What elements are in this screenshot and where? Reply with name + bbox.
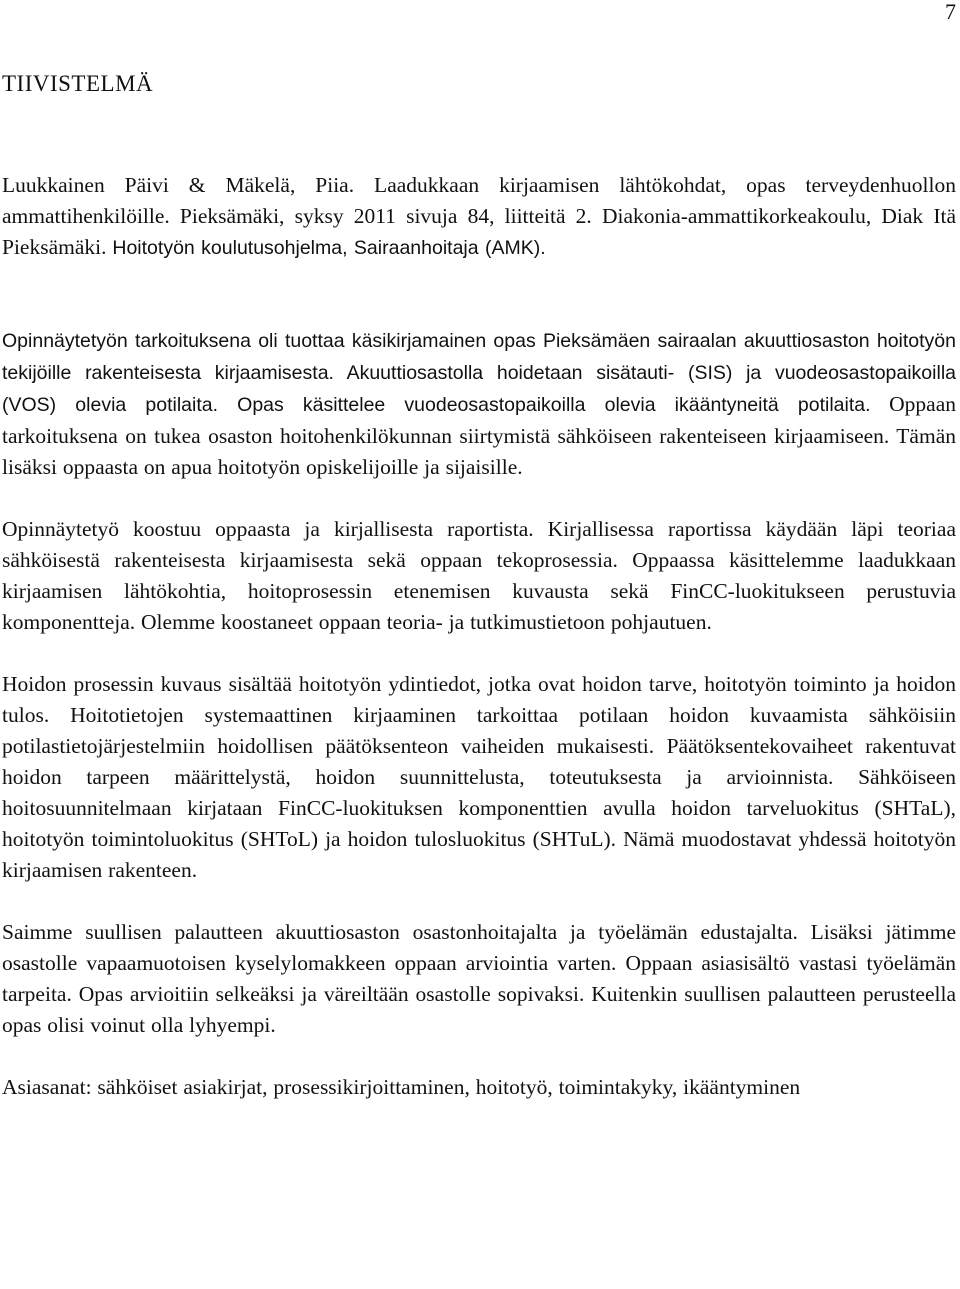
page-title: TIIVISTELMÄ	[2, 71, 154, 96]
citation-text: Luukkainen Päivi & Mäkelä, Piia. Laadukkaan kirjaamisen lähtökohdat, opas terveydenhuollon ammattihenkilöille. Pieksämäki, syksy 2011 sivuja 84, liitteitä 2. Diakonia-ammattikorkeakoulu, Diak Itä Pieksämäki.	[2, 173, 956, 259]
process-paragraph: Hoidon prosessin kuvaus sisältää hoitotyön ydintiedot, jotka ovat hoidon tarve, hoitotyön toiminto ja hoidon tulos. Hoitotietojen systemaattinen kirjaaminen tarkoittaa potilaan hoidon kuvaamista sähköisiin potilastietojärjestelmiin hoidollisen päätöksenteon vaiheiden mukaisesti. Päätöksentekovaiheet rakentuvat hoidon tarpeen määrittelystä, hoidon suunnittelusta, toteutuksesta ja arvioinnista. Sähköiseen hoitosuunnitelmaan kirjataan FinCC-luokituksen komponenttien avulla hoidon tarveluokitus (SHTaL), hoitotyön toimintoluokitus (SHToL) ja hoidon tulosluokitus (SHTuL). Nämä muodostavat yhdessä hoitotyön kirjaamisen rakenteen.	[2, 672, 956, 882]
purpose-paragraph	[2, 325, 956, 483]
spacer	[2, 98, 956, 170]
purpose-text-continued: Oppaan tarkoituksena on tukea osaston hoitohenkilökunnan siirtymistä sähköiseen rakenteiseen kirjaamiseen. Tämän lisäksi oppaasta on apua hoitotyön opiskelijoille ja sijaisille.	[2, 392, 956, 479]
spacer	[2, 638, 956, 669]
spacer	[2, 886, 956, 917]
keywords-paragraph: Asiasanat: sähköiset asiakirjat, prosessikirjoittaminen, hoitotyö, toimintakyky, ikääntyminen	[2, 1075, 801, 1099]
spacer	[2, 264, 956, 325]
document-body	[2, 70, 956, 1103]
structure-paragraph: Opinnäytetyö koostuu oppaasta ja kirjallisesta raportista. Kirjallisessa raportissa käydään läpi teoriaa sähköisestä rakenteisesta kirjaamisesta sekä oppaan tekoprosessia. Oppaassa käsittelemme laadukkaan kirjaamisen lähtökohtia, hoitoprosessin etenemisen kuvausta sekä FinCC-luokitukseen perustuvia komponentteja. Olemme koostaneet oppaan teoria- ja tutkimustietoon pohjautuen.	[2, 517, 956, 634]
spacer	[2, 483, 956, 514]
spacer	[2, 1041, 956, 1072]
feedback-paragraph: Saimme suullisen palautteen akuuttiosaston osastonhoitajalta ja työelämän edustajalta. Lisäksi jätimme osastolle vapaamuotoisen kyselylomakkeen oppaan arviointia varten. Oppaan asiasisältö vastasi työelämän tarpeita. Opas arvioitiin selkeäksi ja väreiltään osastolle sopivaksi. Kuitenkin suullisen palautteen perusteella opas olisi voinut olla lyhyempi.	[2, 920, 956, 1037]
citation-program-text: Hoitotyön koulutusohjelma, Sairaanhoitaja (AMK).	[112, 237, 546, 259]
purpose-text: Opinnäytetyön tarkoituksena oli tuottaa käsikirjamainen opas Pieksämäen sairaalan akuuttiosaston hoitotyön tekijöille rakenteisesta kirjaamisesta. Akuuttiosastolla hoidetaan sisätauti- (SIS) ja vuodeosastopaikoilla (VOS) olevia potilaita. Opas käsittelee vuodeosastopaikoilla olevia ikääntyneitä potilaita.	[2, 330, 956, 416]
citation-paragraph	[2, 170, 956, 264]
page-number: 7	[945, 0, 956, 24]
